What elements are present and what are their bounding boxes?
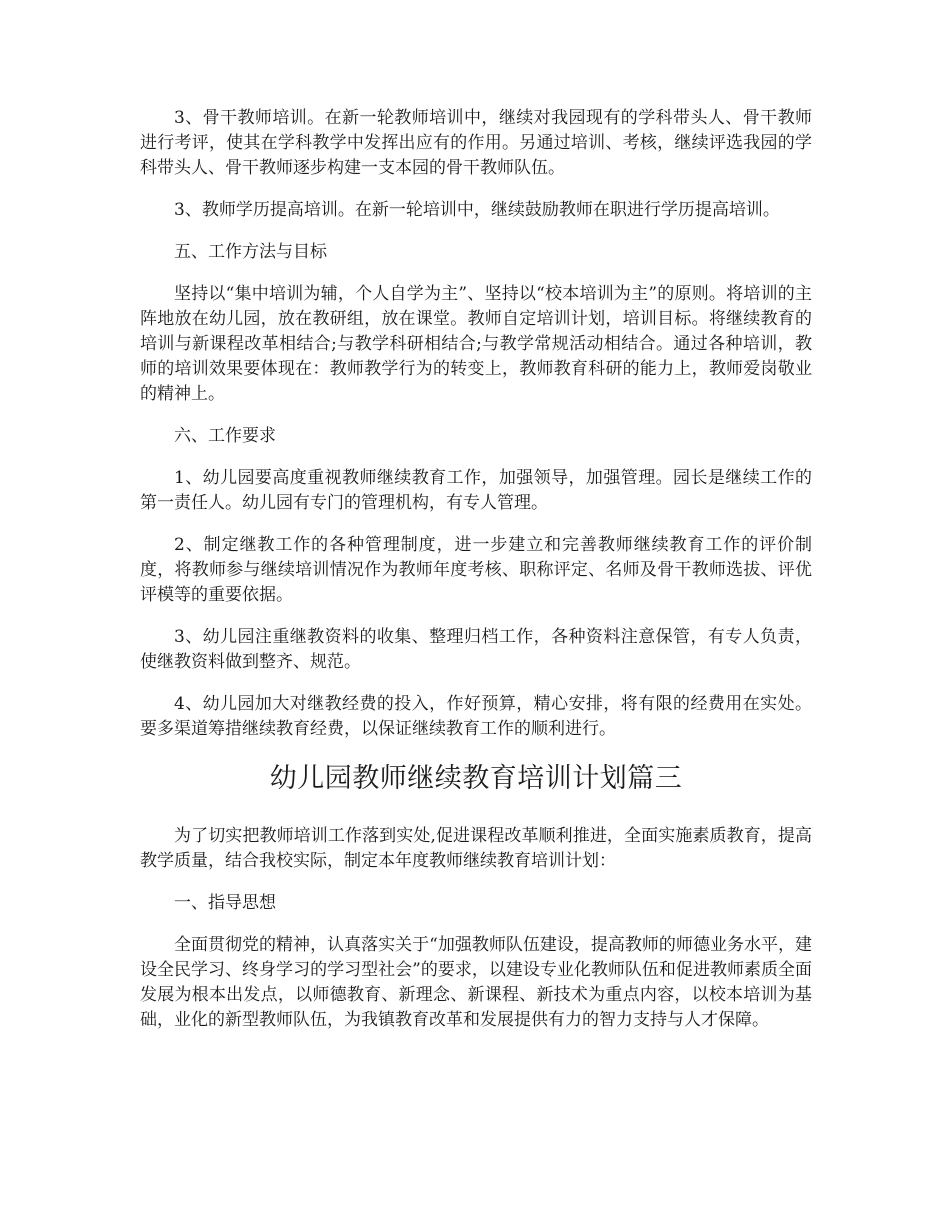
section-heading-guiding-ideology: 一、指导思想 <box>174 893 276 913</box>
paragraph-requirement-2: 2、制定继教工作的各种管理制度，进一步建立和完善教师继续教育工作的评价制度，将教师参与继续培训情况作为教师年度考核、职称评定、名师及骨干教师选拔、评优评模等的重要依据。 <box>140 535 812 605</box>
paragraph-requirement-4: 4、幼儿园加大对继教经费的投入，作好预算，精心安排，将有限的经费用在实处。要多渠道筹措继续教育经费，以保证继续教育工作的顺利进行。 <box>140 694 812 739</box>
document-title-part-three: 幼儿园教师继续教育培训计划篇三 <box>269 763 683 794</box>
paragraph-methods-goals: 坚持以“集中培训为辅，个人自学为主”、坚持以“校本培训为主”的原则。将培训的主阵地放在幼儿园，放在教研组，放在课堂。教师自定培训计划，培训目标。将继续教育的培训与新课程改革相结合;与教学科研相结合;与教学常规活动相结合。通过各种培训，教师的培训效果要体现在：教师教学行为的转变上，教师教育科研的能力上，教师爱岗敬业的精神上。 <box>140 284 812 404</box>
paragraph-requirement-1: 1、幼儿园要高度重视教师继续教育工作，加强领导，加强管理。园长是继续工作的第一责任人。幼儿园有专门的管理机构，有专人管理。 <box>140 468 812 513</box>
document-page <box>140 106 812 1050</box>
paragraph-guiding-ideology: 全面贯彻党的精神，认真落实关于“加强教师队伍建设，提高教师的师德业务水平，建设全民学习、终身学习的学习型社会”的要求，以建设专业化教师队伍和促进教师素质全面发展为根本出发点，以师德教育、新理念、新课程、新技术为重点内容，以校本培训为基础，业化的新型教师队伍，为我镇教育改革和发展提供有力的智力支持与人才保障。 <box>140 935 812 1030</box>
section-heading-work-requirements: 六、工作要求 <box>174 426 276 446</box>
paragraph-intro: 为了切实把教师培训工作落到实处,促进课程改革顺利推进，全面实施素质教育，提高教学质量，结合我校实际，制定本年度教师继续教育培训计划： <box>140 826 812 871</box>
paragraph-education-level-training: 3、教师学历提高培训。在新一轮培训中，继续鼓励教师在职进行学历提高培训。 <box>174 200 780 220</box>
paragraph-backbone-teacher-training: 3、骨干教师培训。在新一轮教师培训中，继续对我园现有的学科带头人、骨干教师进行考评，使其在学科教学中发挥出应有的作用。另通过培训、考核，继续评选我园的学科带头人、骨干教师逐步构建一支本园的骨干教师队伍。 <box>140 108 812 178</box>
section-heading-methods-goals: 五、工作方法与目标 <box>174 242 327 262</box>
paragraph-requirement-3: 3、幼儿园注重继教资料的收集、整理归档工作，各种资料注意保管，有专人负责，使继教资料做到整齐、规范。 <box>140 627 812 672</box>
